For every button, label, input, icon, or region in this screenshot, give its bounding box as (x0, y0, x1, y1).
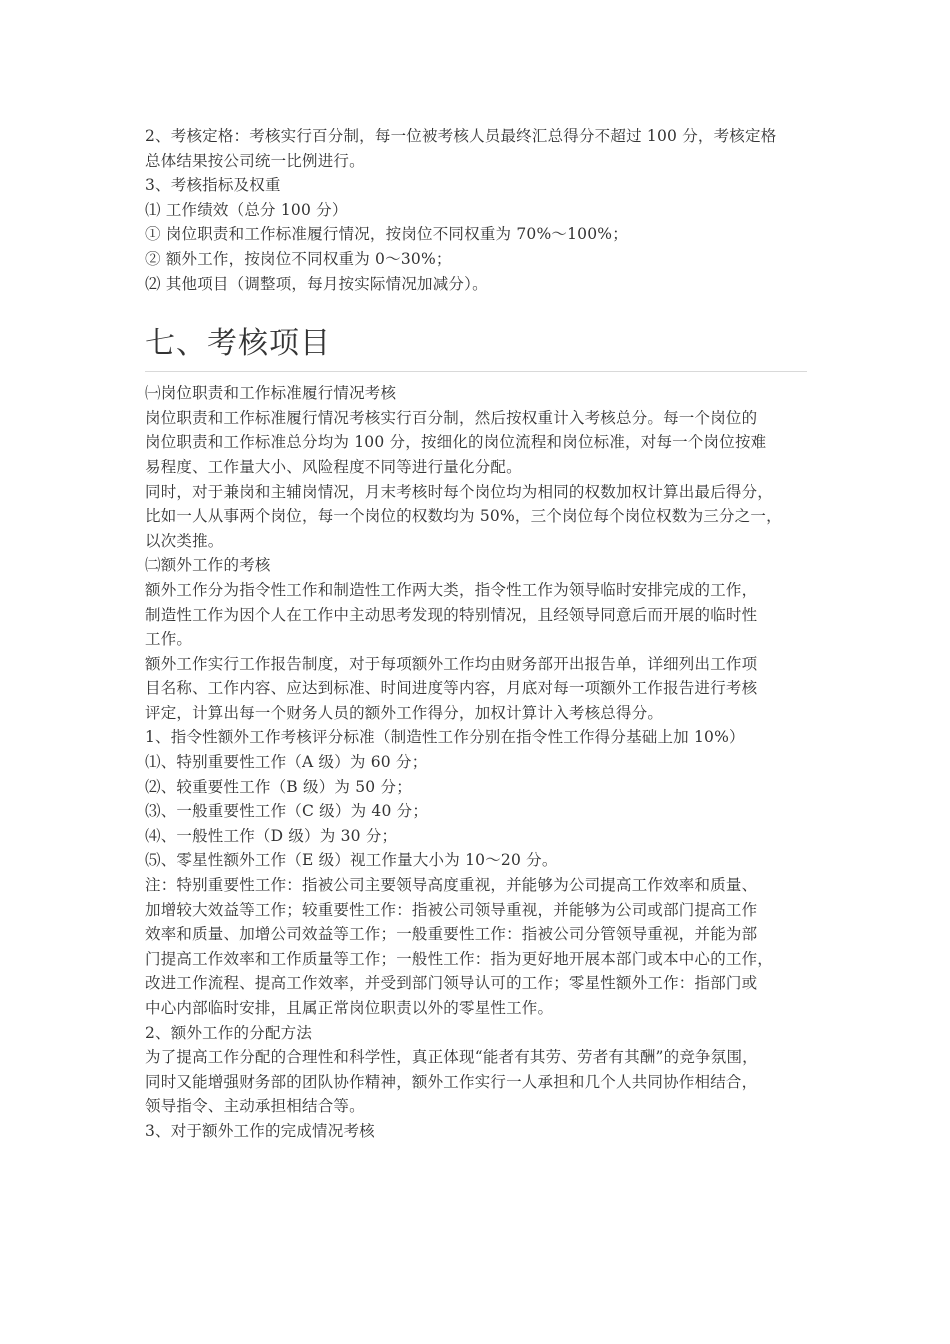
text-line: 3、考核指标及权重 (145, 176, 281, 195)
text-line: 加增较大效益等工作；较重要性工作：指被公司领导重视，并能够为公司或部门提高工作 (145, 900, 758, 919)
text-line: ⑴、特别重要性工作（A 级）为 60 分； (145, 753, 428, 772)
text-line: 中心内部临时安排，且属正常岗位职责以外的零星性工作。 (145, 999, 554, 1017)
text-line: 2、考核定格：考核实行百分制，每一位被考核人员最终汇总得分不超过 100 分，考核定格 (145, 127, 777, 145)
assessment-items-block (145, 381, 810, 1143)
section-heading: 七、考核项目 (145, 326, 331, 362)
text-line: 同时又能增强财务部的团队协作精神，额外工作实行一人承担和几个人共同协作相结合， (145, 1072, 758, 1091)
text-line: ⑵、较重要性工作（B 级）为 50 分； (145, 777, 412, 796)
text-line: ㈡额外工作的考核 (145, 556, 271, 575)
heading-divider (145, 371, 807, 372)
text-line: 额外工作分为指令性工作和制造性工作两大类，指令性工作为领导临时安排完成的工作， (145, 580, 758, 599)
text-line: 总体结果按公司统一比例进行。 (145, 151, 365, 170)
text-line: ㈠岗位职责和工作标准履行情况考核 (145, 384, 397, 403)
text-line: 为了提高工作分配的合理性和科学性，真正体现“能者有其劳、劳者有其酬”的竞争氛围， (145, 1048, 758, 1067)
text-line: ⑸、零星性额外工作（E 级）视工作量大小为 10～20 分。 (145, 851, 558, 870)
text-line: 改进工作流程、提高工作效率，并受到部门领导认可的工作；零星性额外工作：指部门或 (145, 974, 758, 993)
text-line: 制造性工作为因个人在工作中主动思考发现的特别情况，且经领导同意后而开展的临时性 (145, 605, 758, 624)
text-line: ⑴ 工作绩效（总分 100 分） (145, 200, 348, 219)
text-line: 效率和质量、加增公司效益等工作；一般重要性工作：指被公司分管领导重视，并能为部 (145, 925, 758, 944)
text-line: 评定，计算出每一个财务人员的额外工作得分，加权计算计入考核总得分。 (145, 703, 664, 722)
text-line: 3、对于额外工作的完成情况考核 (145, 1121, 375, 1140)
text-line: ⑷、一般性工作（D 级）为 30 分； (145, 826, 398, 845)
text-line: 注：特别重要性工作：指被公司主要领导高度重视，并能够为公司提高工作效率和质量、 (145, 876, 758, 895)
text-line: 易程度、工作量大小、风险程度不同等进行量化分配。 (145, 457, 522, 476)
text-line: 额外工作实行工作报告制度，对于每项额外工作均由财务部开出报告单，详细列出工作项 (145, 654, 758, 673)
text-line: 门提高工作效率和工作质量等工作；一般性工作：指为更好地开展本部门或本中心的工作， (145, 949, 774, 968)
text-line: ① 岗位职责和工作标准履行情况，按岗位不同权重为 70%～100%； (145, 225, 628, 244)
text-line: 目名称、工作内容、应达到标准、时间进度等内容，月底对每一项额外工作报告进行考核 (145, 679, 758, 698)
text-line: 同时，对于兼岗和主辅岗情况，月末考核时每个岗位均为相同的权数加权计算出最后得分， (145, 482, 774, 501)
text-line: 岗位职责和工作标准履行情况考核实行百分制，然后按权重计入考核总分。每一个岗位的 (145, 408, 758, 427)
text-line: 岗位职责和工作标准总分均为 100 分，按细化的岗位流程和岗位标准，对每一个岗位按难 (145, 433, 767, 452)
text-line: 2、额外工作的分配方法 (145, 1023, 313, 1042)
text-line: ⑶、一般重要性工作（C 级）为 40 分； (145, 802, 429, 821)
text-line: 工作。 (145, 630, 193, 649)
text-line: 领导指令、主动承担相结合等。 (145, 1097, 365, 1116)
text-line: 比如一人从事两个岗位，每一个岗位的权数均为 50%，三个岗位每个岗位权数为三分之一， (145, 507, 782, 526)
text-line: ⑵ 其他项目（调整项，每月按实际情况加减分）。 (145, 274, 488, 293)
text-line: ② 额外工作，按岗位不同权重为 0～30%； (145, 249, 452, 268)
text-line: 以次类推。 (145, 531, 224, 550)
text-line: 1、指令性额外工作考核评分标准（制造性工作分别在指令性工作得分基础上加 10%） (145, 728, 745, 747)
document-page (145, 124, 810, 1144)
assessment-rules-block (145, 124, 810, 296)
